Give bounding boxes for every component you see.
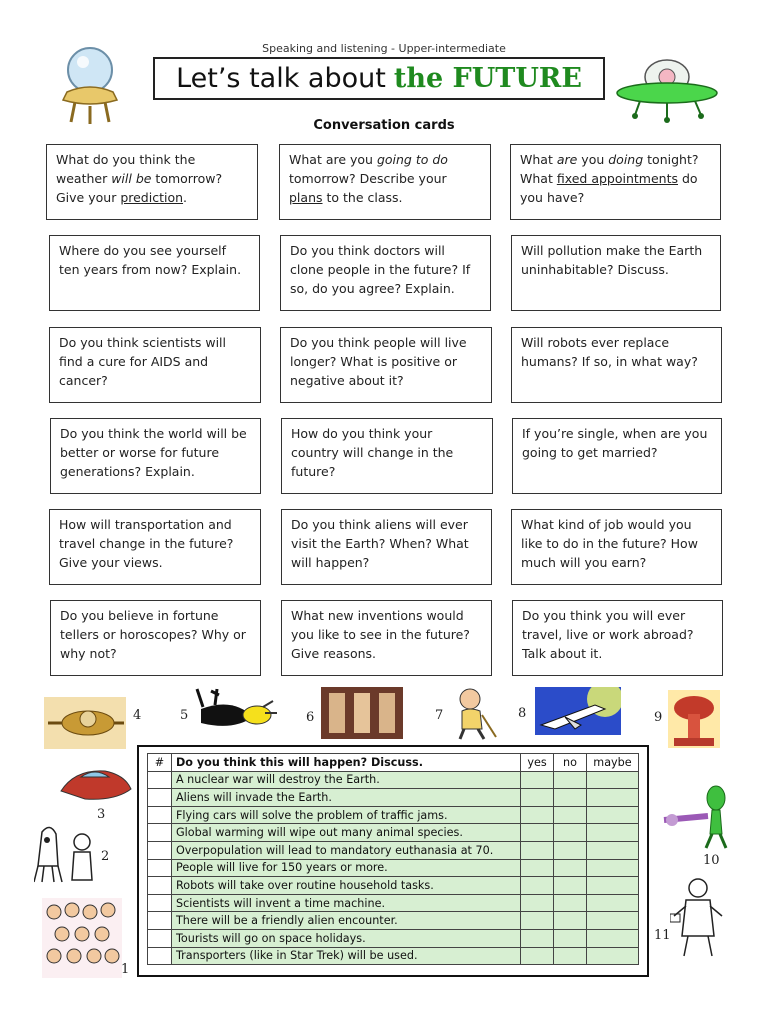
conversation-card: Will pollution make the Earth uninhabitable? Discuss. [511, 235, 721, 311]
conversation-card: How do you think your country will change in the future? [281, 418, 493, 494]
row-number-cell [148, 894, 172, 912]
transporter-illustration [321, 687, 403, 739]
statement-cell: There will be a friendly alien encounter. [171, 912, 520, 930]
table-row [148, 859, 639, 877]
statement-cell: Global warming will wipe out many animal species. [171, 824, 520, 842]
yes-checkbox-cell[interactable] [521, 929, 554, 947]
yes-checkbox-cell[interactable] [521, 912, 554, 930]
table-row [148, 771, 639, 789]
crystal-ball-illustration [55, 42, 125, 126]
picture-number: 11 [654, 928, 671, 943]
header-no: no [554, 754, 587, 772]
header-statement: Do you think this will happen? Discuss. [171, 754, 520, 772]
maybe-checkbox-cell[interactable] [586, 912, 638, 930]
picture-number: 8 [518, 706, 527, 721]
yes-checkbox-cell[interactable] [521, 806, 554, 824]
discussion-table [147, 753, 639, 965]
conversation-card: Will robots ever replace humans? If so, in what way? [511, 327, 722, 403]
row-number-cell [148, 824, 172, 842]
table-row [148, 912, 639, 930]
row-number-cell [148, 929, 172, 947]
conversation-card: Do you think you will ever travel, live or work abroad? Talk about it. [512, 600, 723, 676]
picture-number: 10 [703, 853, 720, 868]
maybe-checkbox-cell[interactable] [586, 789, 638, 807]
picture-number: 4 [133, 708, 142, 723]
statement-cell: Transporters (like in Star Trek) will be used. [171, 947, 520, 965]
row-number-cell [148, 841, 172, 859]
robot-butler-illustration [670, 876, 726, 958]
picture-number: 6 [306, 710, 315, 725]
row-number-cell [148, 789, 172, 807]
maybe-checkbox-cell[interactable] [586, 841, 638, 859]
conversation-card: If you’re single, when are you going to get married? [512, 418, 722, 494]
no-checkbox-cell[interactable] [554, 894, 587, 912]
conversation-card: Do you believe in fortune tellers or horoscopes? Why or why not? [50, 600, 261, 676]
maybe-checkbox-cell[interactable] [586, 877, 638, 895]
statement-cell: People will live for 150 years or more. [171, 859, 520, 877]
statement-cell: Scientists will invent a time machine. [171, 894, 520, 912]
conversation-card: What do you think the weather will be tomorrow? Give your prediction. [46, 144, 258, 220]
space-shuttle-illustration [535, 687, 621, 735]
no-checkbox-cell[interactable] [554, 841, 587, 859]
conversation-card: Do you think scientists will find a cure for AIDS and cancer? [49, 327, 261, 403]
yes-checkbox-cell[interactable] [521, 841, 554, 859]
conversation-card: Do you think aliens will ever visit the Earth? When? What will happen? [281, 509, 492, 585]
title-highlight: the FUTURE [393, 63, 582, 94]
yes-checkbox-cell[interactable] [521, 789, 554, 807]
maybe-checkbox-cell[interactable] [586, 806, 638, 824]
conversation-card: What are you going to do tomorrow? Describe your plans to the class. [279, 144, 491, 220]
table-row [148, 894, 639, 912]
statement-cell: Aliens will invade the Earth. [171, 789, 520, 807]
conversation-card: Do you think people will live longer? What is positive or negative about it? [280, 327, 492, 403]
yes-checkbox-cell[interactable] [521, 824, 554, 842]
hover-car-illustration [55, 757, 135, 807]
conversation-card: What are you doing tonight? What fixed appointments do you have? [510, 144, 721, 220]
row-number-cell [148, 806, 172, 824]
discussion-table-frame [137, 745, 649, 977]
green-alien-illustration [660, 784, 740, 850]
row-number-cell [148, 859, 172, 877]
table-row [148, 789, 639, 807]
table-row [148, 929, 639, 947]
statement-cell: Robots will take over routine household tasks. [171, 877, 520, 895]
conversation-card: Where do you see yourself ten years from now? Explain. [49, 235, 260, 311]
maybe-checkbox-cell[interactable] [586, 771, 638, 789]
worksheet-subtitle: Speaking and listening - Upper-intermediate [262, 42, 506, 55]
statement-cell: Tourists will go on space holidays. [171, 929, 520, 947]
no-checkbox-cell[interactable] [554, 859, 587, 877]
no-checkbox-cell[interactable] [554, 877, 587, 895]
row-number-cell [148, 877, 172, 895]
table-header-row [148, 754, 639, 772]
maybe-checkbox-cell[interactable] [586, 947, 638, 965]
yes-checkbox-cell[interactable] [521, 947, 554, 965]
picture-number: 2 [101, 849, 110, 864]
statement-cell: Flying cars will solve the problem of traffic jams. [171, 806, 520, 824]
table-row [148, 806, 639, 824]
maybe-checkbox-cell[interactable] [586, 929, 638, 947]
maybe-checkbox-cell[interactable] [586, 824, 638, 842]
table-row [148, 841, 639, 859]
row-number-cell [148, 771, 172, 789]
old-man-illustration [448, 685, 504, 741]
no-checkbox-cell[interactable] [554, 806, 587, 824]
table-row [148, 824, 639, 842]
row-number-cell [148, 947, 172, 965]
picture-number: 1 [121, 962, 130, 977]
yes-checkbox-cell[interactable] [521, 859, 554, 877]
maybe-checkbox-cell[interactable] [586, 859, 638, 877]
conversation-card: Do you think the world will be better or worse for future generations? Explain. [50, 418, 261, 494]
table-row [148, 877, 639, 895]
no-checkbox-cell[interactable] [554, 789, 587, 807]
header-yes: yes [521, 754, 554, 772]
title-text: Let’s talk about [176, 63, 386, 94]
page-title [153, 57, 605, 100]
no-checkbox-cell[interactable] [554, 947, 587, 965]
statement-cell: Overpopulation will lead to mandatory euthanasia at 70. [171, 841, 520, 859]
crowd-illustration [42, 898, 122, 978]
no-checkbox-cell[interactable] [554, 824, 587, 842]
section-title: Conversation cards [313, 118, 455, 133]
picture-number: 5 [180, 708, 189, 723]
conversation-card: How will transportation and travel change in the future? Give your views. [49, 509, 261, 585]
conversation-card: What kind of job would you like to do in the future? How much will you earn? [511, 509, 722, 585]
header-maybe: maybe [586, 754, 638, 772]
picture-number: 3 [97, 807, 106, 822]
no-checkbox-cell[interactable] [554, 912, 587, 930]
no-checkbox-cell[interactable] [554, 771, 587, 789]
aliens-illustration [34, 822, 100, 886]
maybe-checkbox-cell[interactable] [586, 894, 638, 912]
table-row [148, 947, 639, 965]
header-number: # [148, 754, 172, 772]
yes-checkbox-cell[interactable] [521, 771, 554, 789]
conversation-card: What new inventions would you like to see in the future? Give reasons. [281, 600, 492, 676]
conversation-card: Do you think doctors will clone people in the future? If so, do you agree? Explain. [280, 235, 491, 311]
statement-cell: A nuclear war will destroy the Earth. [171, 771, 520, 789]
no-checkbox-cell[interactable] [554, 929, 587, 947]
picture-number: 7 [435, 708, 444, 723]
ufo-illustration [615, 55, 725, 123]
nuclear-explosion-illustration [668, 690, 720, 748]
picture-number: 9 [654, 710, 663, 725]
flying-creature-illustration [193, 687, 277, 735]
yes-checkbox-cell[interactable] [521, 877, 554, 895]
yes-checkbox-cell[interactable] [521, 894, 554, 912]
row-number-cell [148, 912, 172, 930]
flying-car-illustration [44, 697, 126, 749]
